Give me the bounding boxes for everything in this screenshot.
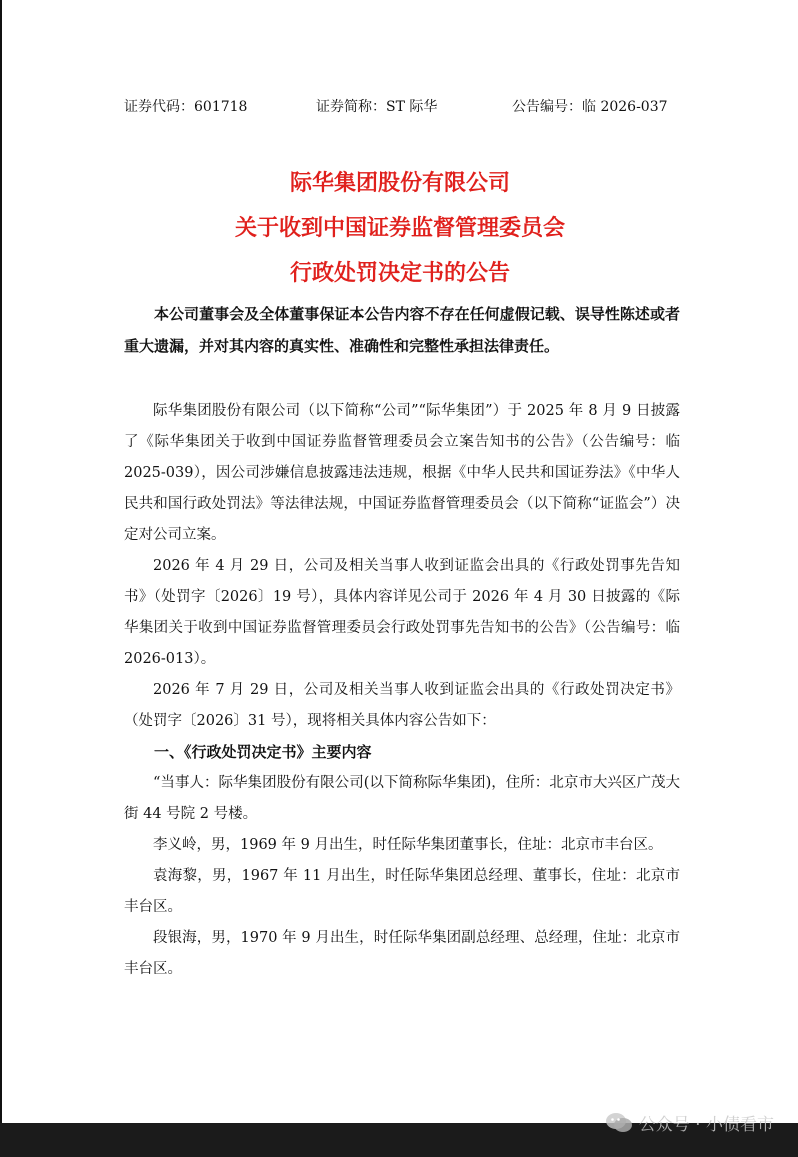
watermark — [605, 1110, 774, 1135]
announcement-number: 公告编号：临 2026-037 — [512, 99, 668, 115]
paragraph-background: 际华集团股份有限公司（以下简称“公司”“际华集团”）于 2025 年 8 月 9 日披露了《际华集团关于收到中国证券监督管理委员会立案告知书的公告》（公告编号：临 2025-039），因公司涉嫌信息披露违法违规，根据《中华人民共和国证券法》《中华人民共和国行政处罚法》等法律法规，中国证券监督管理委员会（以下简称“证监会”）决定对公司立案。 — [124, 403, 680, 543]
party-person: 袁海黎，男，1967 年 11 月出生，时任际华集团总经理、董事长，住址：北京市丰台区。 — [124, 868, 680, 915]
title-subject: 关于收到中国证券监督管理委员会 — [234, 216, 565, 241]
stock-code: 证券代码：601718 — [124, 99, 248, 115]
party-person: 李义岭，男，1969 年 9 月出生，时任际华集团董事长，住址：北京市丰台区。 — [153, 837, 663, 853]
stock-short-name: 证券简称：ST 际华 — [316, 99, 438, 115]
wechat-icon — [605, 1112, 633, 1134]
party-person: 段银海，男，1970 年 9 月出生，时任际华集团副总经理、总经理，住址：北京市丰台区。 — [124, 930, 680, 977]
title-document: 行政处罚决定书的公告 — [289, 261, 510, 286]
title-company: 际华集团股份有限公司 — [289, 171, 510, 196]
document-page — [2, 0, 798, 1123]
board-statement: 本公司董事会及全体董事保证本公告内容不存在任何虚假记载、误导性陈述或者重大遗漏，并对其内容的真实性、准确性和完整性承担法律责任。 — [124, 305, 680, 355]
paragraph-prior-notice: 2026 年 4 月 29 日，公司及相关当事人收到证监会出具的《行政处罚事先告知书》（处罚字〔2026〕19 号），具体内容详见公司于 2026 年 4 月 30 日披露的《际华集团关于收到中国证券监督管理委员会行政处罚事先告知书的公告》（公告编号：临 2026-013）。 — [124, 558, 680, 667]
section-heading: 一、《行政处罚决定书》主要内容 — [154, 743, 372, 761]
party-company: “当事人：际华集团股份有限公司(以下简称际华集团)，住所：北京市大兴区广茂大街 44 号院 2 号楼。 — [124, 775, 680, 822]
watermark-text: 公众号 · 小债看市 — [638, 1115, 774, 1135]
announcement-body — [124, 396, 680, 985]
paragraph-decision-received: 2026 年 7 月 29 日，公司及相关当事人收到证监会出具的《行政处罚决定书》（处罚字〔2026〕31 号），现将相关具体内容公告如下： — [124, 682, 680, 729]
